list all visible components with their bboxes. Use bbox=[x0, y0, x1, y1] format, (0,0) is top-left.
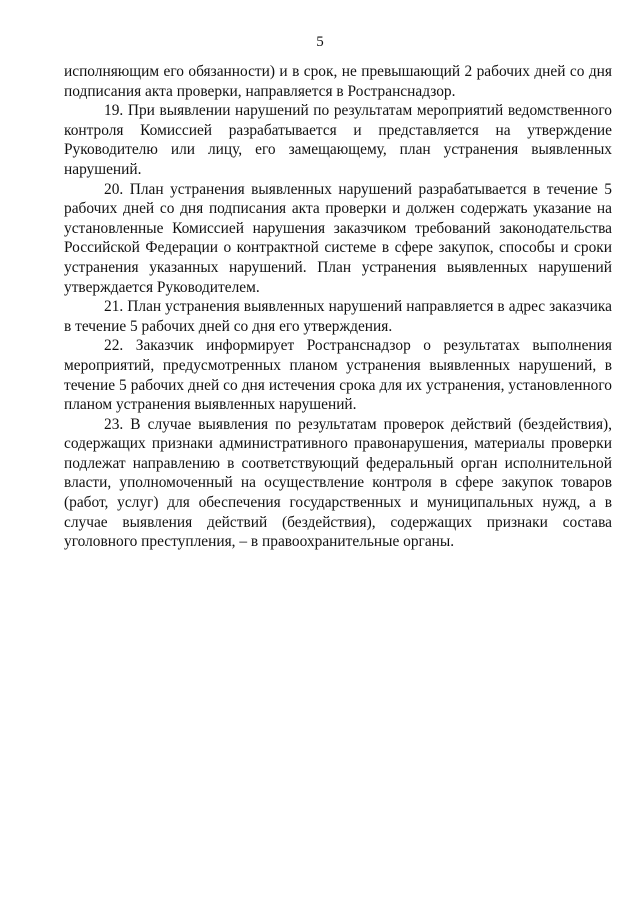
paragraph-22: 22. Заказчик информирует Ространснадзор о результатах выполнения мероприятий, предусмотренных планом устранения выявленных нарушений, в течение 5 рабочих дней со дня истечения срока для их устранения, установленного планом устранения выявленных нарушений. bbox=[64, 337, 612, 414]
document-body bbox=[64, 62, 612, 552]
paragraph-20: 20. План устранения выявленных нарушений разрабатывается в течение 5 рабочих дней со дня подписания акта проверки и должен содержать указание на установленные Комиссией нарушения заказчиком требований законодательства Российской Федерации о контрактной системе в сфере закупок, способы и сроки устранения указанных нарушений. План устранения выявленных нарушений утверждается Руководителем. bbox=[64, 180, 612, 296]
page-number: 5 bbox=[316, 34, 324, 50]
paragraph-19: 19. При выявлении нарушений по результатам мероприятий ведомственного контроля Комиссией разрабатывается и представляется на утверждение Руководителю или лицу, его замещающему, план устранения выявленных нарушений. bbox=[64, 102, 612, 178]
paragraph-21: 21. План устранения выявленных нарушений направляется в адрес заказчика в течение 5 рабочих дней со дня его утверждения. bbox=[64, 298, 612, 335]
paragraph-continuation: исполняющим его обязанности) и в срок, не превышающий 2 рабочих дней со дня подписания акта проверки, направляется в Ространснадзор. bbox=[64, 63, 612, 100]
paragraph-23: 23. В случае выявления по результатам проверок действий (бездействия), содержащих признаки административного правонарушения, материалы проверки подлежат направлению в соответствующий федеральный орган исполнительной власти, уполномоченный на осуществление контроля в сфере закупок товаров (работ, услуг) для обеспечения государственных и муниципальных нужд, а в случае выявления действий (бездействия), содержащих признаки состава уголовного преступления, – в правоохранительные органы. bbox=[64, 415, 612, 551]
